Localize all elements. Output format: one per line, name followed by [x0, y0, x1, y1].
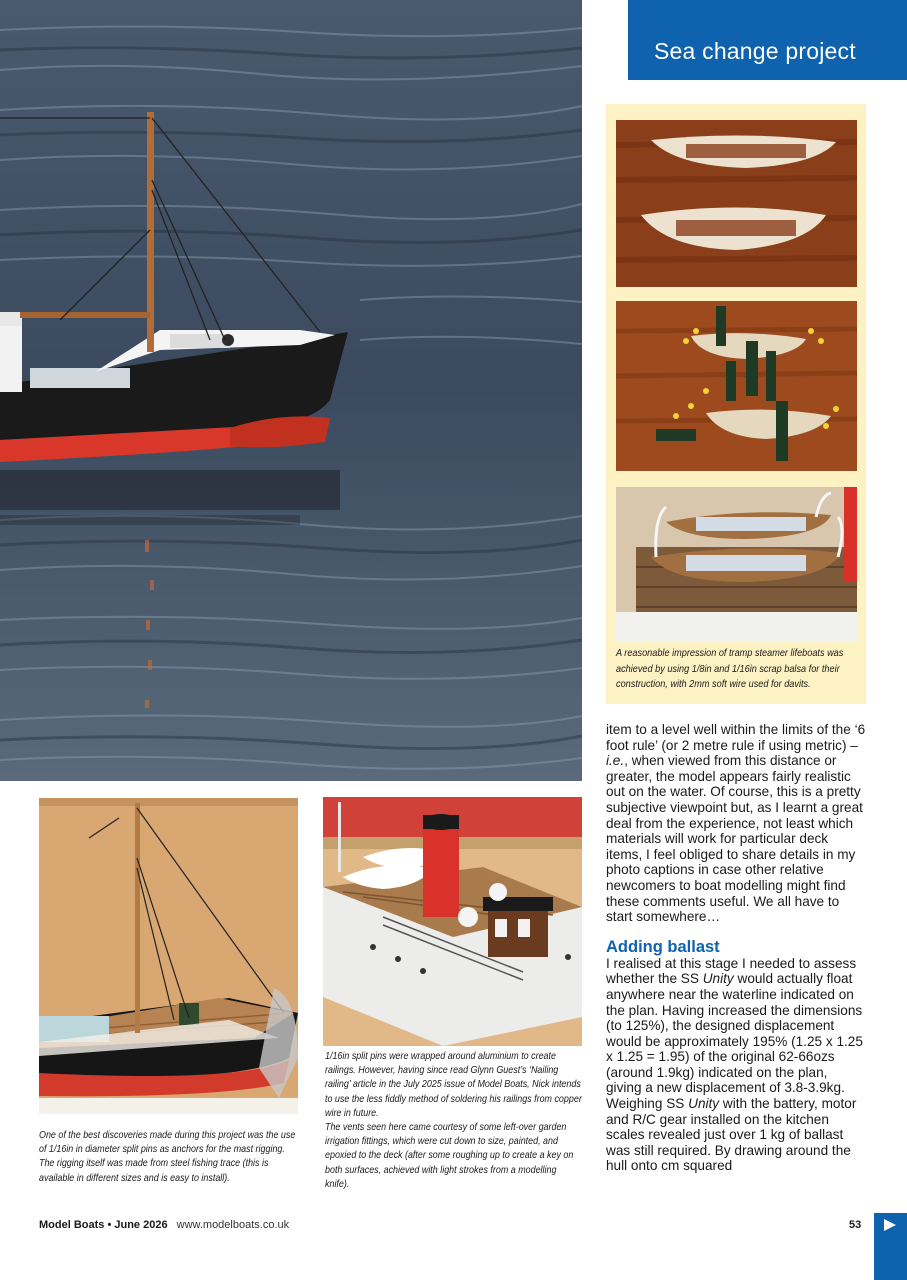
railings-and-vents-photo	[323, 797, 582, 1046]
body-text-italic: Unity	[702, 971, 734, 987]
mast-rigging-caption: One of the best discoveries made during this project was the use of 1/16in in diameter split pins as anchors for the mast rigging. The rigging itself was made from steel fishing trace (this is available in different sizes and is easy to install).	[39, 1130, 296, 1184]
page-number: 53	[849, 1219, 862, 1231]
body-text: item to a level well within the limits of the ‘6 foot rule’ (or 2 metre rule if using metric) –	[606, 722, 866, 753]
website-link[interactable]: www.modelboats.co.uk	[176, 1219, 290, 1231]
lifeboat-hulls-photo	[616, 120, 857, 287]
body-text: I realised at this stage I needed to assess whether the SS	[606, 955, 857, 987]
article-body	[606, 722, 866, 1174]
lifeboat-clamping-photo	[616, 301, 857, 471]
section-banner	[628, 0, 907, 80]
page-footer	[39, 1219, 289, 1231]
sidebar-caption: A reasonable impression of tramp steamer lifeboats was achieved by using 1/8in and 1/16in scrap balsa for their construction, with 2mm soft wire used for davits.	[616, 648, 844, 690]
section-title: Sea change project	[654, 38, 856, 64]
next-arrow-icon	[883, 1218, 897, 1232]
body-paragraph-2	[606, 956, 866, 1174]
body-text: , when viewed from this distance or greater, the model appears fairly realistic out on the water. Of course, this is a pretty subjective viewpoint but, as I learnt a great deal from the experience, not least which materials will work for particular deck items, I feel obliged to share details in my photo captions in case other relative newcomers to boat modelling might find these comments useful. We all have to start somewhere…	[606, 753, 863, 925]
railings-vents-caption	[325, 1050, 583, 1192]
body-paragraph-1	[606, 722, 866, 925]
body-text: would actually float anywhere near the waterline indicated on the plan. Having increased the dimensions (to 125%), the designed displacement would be approximately 195% (1.25 x 1.25 x 1.25 = 1.95) of the original 62-66ozs (around 1.9kg) indicated on the plan, giving a new displacement of 3.8-3.9kg. Weighing SS	[606, 971, 863, 1112]
sidebar-panel	[606, 104, 866, 704]
body-text: with the battery, motor and R/C gear installed on the kitchen scales revealed just over 1 kg of ballast was still required. By drawing around the hull onto cm squared	[606, 1096, 857, 1174]
section-heading: Adding ballast	[606, 937, 720, 956]
mast-rigging-photo	[39, 798, 298, 1114]
lifeboats-on-deck-photo	[616, 487, 857, 642]
vents-caption: The vents seen here came courtesy of some left-over garden irrigation fittings, which were cut down to size, painted, and epoxied to the deck (after some roughing up to create a key on both surfaces, achieved with light strokes from a modelling knife).	[325, 1122, 574, 1190]
hero-photo-ship-on-water	[0, 0, 582, 781]
magazine-issue: Model Boats • June 2026	[39, 1219, 168, 1231]
next-page-tab[interactable]	[874, 1213, 907, 1280]
railings-caption: 1/16in split pins were wrapped around aluminium to create railings. However, having since read Glynn Guest’s ‘Nailing railing’ article in the July 2025 issue of Model Boats, Nick intends to use the less fiddly method of soldering his railings from copper wire in future.	[325, 1051, 582, 1119]
body-text-italic: i.e.	[606, 753, 625, 769]
body-text-italic: Unity	[688, 1096, 720, 1112]
